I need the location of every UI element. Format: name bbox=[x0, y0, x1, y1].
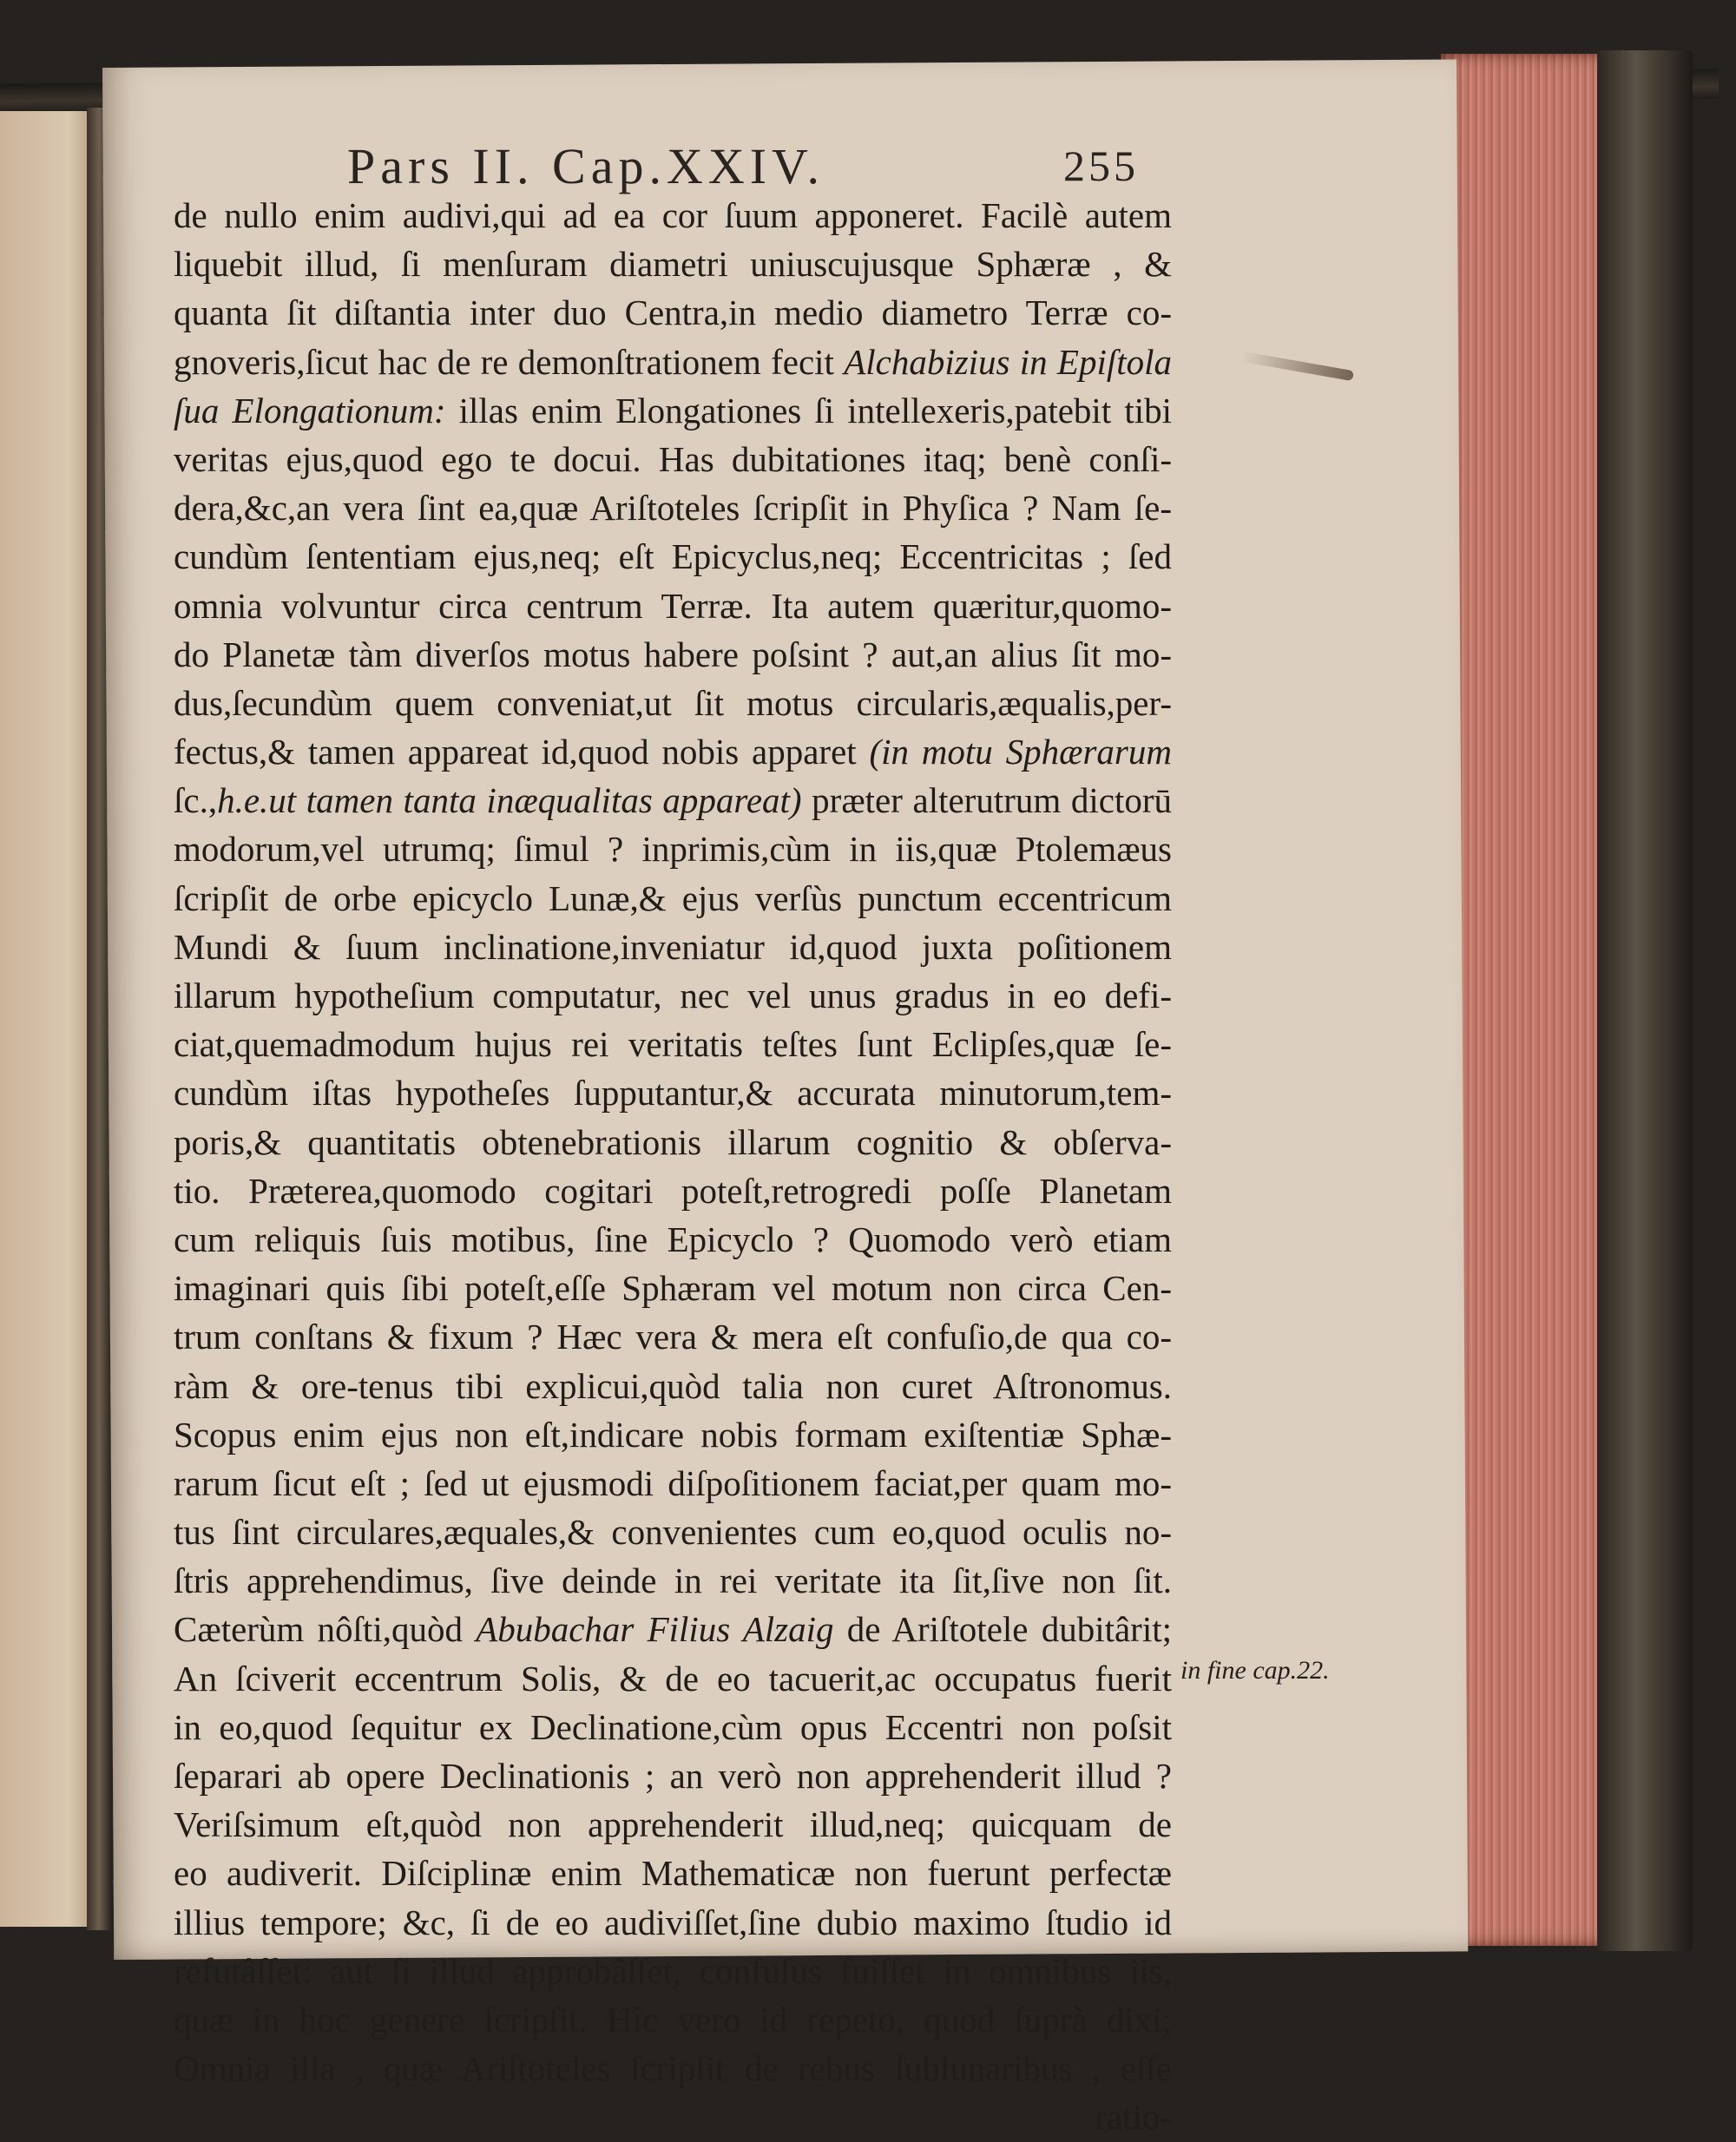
text-line bbox=[174, 1312, 1172, 1361]
text-line bbox=[174, 1459, 1172, 1508]
body-text bbox=[174, 191, 1172, 2142]
text-line bbox=[174, 191, 1172, 240]
text-line bbox=[174, 532, 1172, 581]
italic-segment: Alchabizius in Epiſtola bbox=[844, 341, 1173, 382]
text-segment: dus,ſecundùm quem conveniat,ut ſit motus circularis,æqualis,per- bbox=[174, 682, 1172, 723]
text-segment: refutâſſet: aut ſi illud approbâſſet, confuſus fuiſſet in omnibus iis, bbox=[174, 1950, 1172, 1991]
text-segment: eo audiverit. Diſciplinæ enim Mathematicæ non fuerunt perfectæ bbox=[174, 1853, 1172, 1894]
text-line bbox=[174, 1995, 1172, 2044]
text-segment: in eo,quod ſequitur ex Declinatione,cùm opus Eccentri non poſsit bbox=[174, 1706, 1172, 1747]
text-line bbox=[174, 338, 1172, 386]
text-segment: illas enim Elongationes ſi intellexeris,patebit tibi bbox=[445, 390, 1173, 430]
text-segment: Mundi & ſuum inclinatione,inveniatur id,quod juxta poſitionem bbox=[174, 926, 1172, 967]
text-segment: ciat,quemadmodum hujus rei veritatis teſtes ſunt Eclipſes,quæ ſe- bbox=[174, 1024, 1172, 1065]
text-line bbox=[174, 923, 1172, 971]
text-line bbox=[174, 1508, 1172, 1556]
text-line bbox=[174, 1362, 1172, 1410]
cover-board bbox=[1597, 50, 1693, 1951]
text-segment: de Ariſtotele dubitârit; bbox=[833, 1609, 1173, 1650]
text-segment: fectus,& tamen appareat id,quod nobis apparet bbox=[174, 732, 870, 772]
text-line bbox=[174, 386, 1172, 435]
text-segment: quanta ſit diſtantia inter duo Centra,in medio diametro Terræ co- bbox=[174, 292, 1172, 333]
text-segment: illius tempore; &c, ſi de eo audiviſſet,ſine dubio maximo ſtudio id bbox=[174, 1902, 1172, 1942]
text-segment: modorum,vel utrumq; ſimul ? inprimis,cùm in iis,quæ Ptolemæus bbox=[174, 829, 1172, 870]
text-line bbox=[174, 435, 1172, 483]
text-segment: imaginari quis ſibi poteſt,eſſe Sphæram vel motum non circa Cen- bbox=[174, 1268, 1172, 1309]
text-line bbox=[174, 874, 1172, 923]
text-line bbox=[174, 971, 1172, 1020]
text-line bbox=[174, 1118, 1172, 1166]
text-segment: dera,&c,an vera ſint ea,quæ Ariſtoteles ſcripſit in Phyſica ? Nam ſe- bbox=[174, 488, 1172, 529]
marginal-note: in fine cap.22. bbox=[1180, 1656, 1330, 1685]
text-segment: veritas ejus,quod ego te docui. Has dubitationes itaq; benè conſi- bbox=[174, 438, 1172, 479]
text-line bbox=[174, 1215, 1172, 1264]
text-segment: rarum ſicut eſt ; ſed ut ejusmodi diſpoſitionem faciat,per quam mo- bbox=[174, 1462, 1172, 1503]
text-segment: An ſciverit eccentrum Solis, & de eo tacuerit,ac occupatus fuerit bbox=[174, 1658, 1172, 1698]
text-segment: Scopus enim ejus non eſt,indicare nobis formam exiſtentiæ Sphæ- bbox=[174, 1414, 1172, 1455]
text-line bbox=[174, 1898, 1172, 1947]
text-line bbox=[174, 483, 1172, 532]
text-segment: liquebit illud, ſi menſuram diametri uniuscujusque Sphæræ , & bbox=[174, 244, 1172, 285]
text-line bbox=[174, 2093, 1172, 2141]
left-page-edge bbox=[0, 111, 97, 1927]
text-segment: cum reliquis ſuis motibus, ſine Epicyclo ? Quomodo verò etiam bbox=[174, 1219, 1172, 1259]
text-line bbox=[174, 825, 1172, 873]
text-segment: quæ in hoc genere ſcripſit. Hîc vero id repeto, quod ſuprà dixi; bbox=[174, 1999, 1172, 2040]
text-segment: Omnia illa , quæ Ariſtoteles ſcripſit de rebus ſublunaribus , eſſe bbox=[174, 2048, 1172, 2089]
text-segment: poris,& quantitatis obtenebrationis illarum cognitio & obſerva- bbox=[174, 1121, 1172, 1162]
text-segment: ràm & ore-tenus tibi explicui,quòd talia non curet Aſtronomus. bbox=[174, 1365, 1172, 1406]
text-segment: omnia volvuntur circa centrum Terræ. Ita autem quæritur,quomo- bbox=[174, 585, 1172, 626]
page-number: 255 bbox=[1063, 141, 1139, 190]
text-segment: Veriſsimum eſt,quòd non apprehenderit illud,neq; quicquam de bbox=[174, 1804, 1172, 1845]
text-segment: ratio- bbox=[1095, 2097, 1172, 2138]
text-segment: do Planetæ tàm diverſos motus habere poſsint ? aut,an alius ſit mo- bbox=[174, 634, 1172, 674]
text-line bbox=[174, 1947, 1172, 1995]
text-line bbox=[174, 679, 1172, 727]
text-line bbox=[174, 2044, 1172, 2093]
text-segment: ſeparari ab opere Declinationis ; an verò non apprehenderit illud ? bbox=[174, 1756, 1172, 1796]
italic-segment: (in motu Sphærarum bbox=[869, 732, 1172, 772]
text-line bbox=[174, 727, 1172, 776]
text-segment: ſcripſit de orbe epicyclo Lunæ,& ejus verſùs punctum eccentricum bbox=[174, 877, 1172, 918]
italic-segment: Abubachar Filius Alzaig bbox=[476, 1609, 834, 1650]
italic-segment: ſua Elongationum: bbox=[174, 390, 446, 430]
text-segment: ſc., bbox=[174, 780, 218, 821]
text-line bbox=[174, 1068, 1172, 1117]
text-segment: tio. Præterea,quomodo cogitari poteſt,retrogredi poſſe Planetam bbox=[174, 1170, 1172, 1211]
text-line bbox=[174, 288, 1172, 337]
running-head bbox=[347, 137, 1163, 198]
text-line bbox=[174, 630, 1172, 679]
text-line bbox=[174, 776, 1172, 825]
text-line bbox=[174, 1166, 1172, 1215]
text-line bbox=[174, 1410, 1172, 1459]
text-segment: gnoveris,ſicut hac de re demonſtrationem fecit bbox=[174, 341, 845, 382]
text-line bbox=[174, 1654, 1172, 1703]
text-line bbox=[174, 1849, 1172, 1897]
text-line bbox=[174, 240, 1172, 288]
italic-segment: h.e.ut tamen tanta inæqualitas appareat) bbox=[217, 780, 802, 821]
text-segment: præter alterutrum dictorū bbox=[801, 780, 1172, 821]
text-line bbox=[174, 1264, 1172, 1312]
text-segment: de nullo enim audivi,qui ad ea cor ſuum apponeret. Facilè autem bbox=[174, 195, 1172, 235]
text-line bbox=[174, 1751, 1172, 1800]
text-line bbox=[174, 1703, 1172, 1751]
red-fore-edge bbox=[1441, 54, 1613, 1946]
running-title: Pars II. Cap.XXIV. bbox=[347, 138, 825, 194]
text-segment: illarum hypotheſium computatur, nec vel unus gradus in eo defi- bbox=[174, 976, 1172, 1015]
text-line bbox=[174, 1020, 1172, 1068]
text-segment: ſtris apprehendimus, ſive deinde in rei veritate ita ſit,ſive non ſit. bbox=[174, 1561, 1172, 1601]
text-line bbox=[174, 1605, 1172, 1653]
text-segment: cundùm ſententiam ejus,neq; eſt Epicyclus,neq; Eccentricitas ; ſed bbox=[174, 536, 1172, 577]
text-segment: trum conſtans & fixum ? Hæc vera & mera eſt confuſio,de qua co- bbox=[174, 1317, 1172, 1357]
text-line bbox=[174, 581, 1172, 630]
text-segment: Cæterùm nôſti,quòd bbox=[174, 1609, 477, 1650]
text-segment: tus ſint circulares,æquales,& convenientes cum eo,quod oculis no- bbox=[174, 1512, 1172, 1553]
text-line bbox=[174, 1556, 1172, 1605]
text-segment: cundùm iſtas hypotheſes ſupputantur,& accurata minutorum,tem- bbox=[174, 1073, 1172, 1114]
text-line bbox=[174, 1800, 1172, 1849]
